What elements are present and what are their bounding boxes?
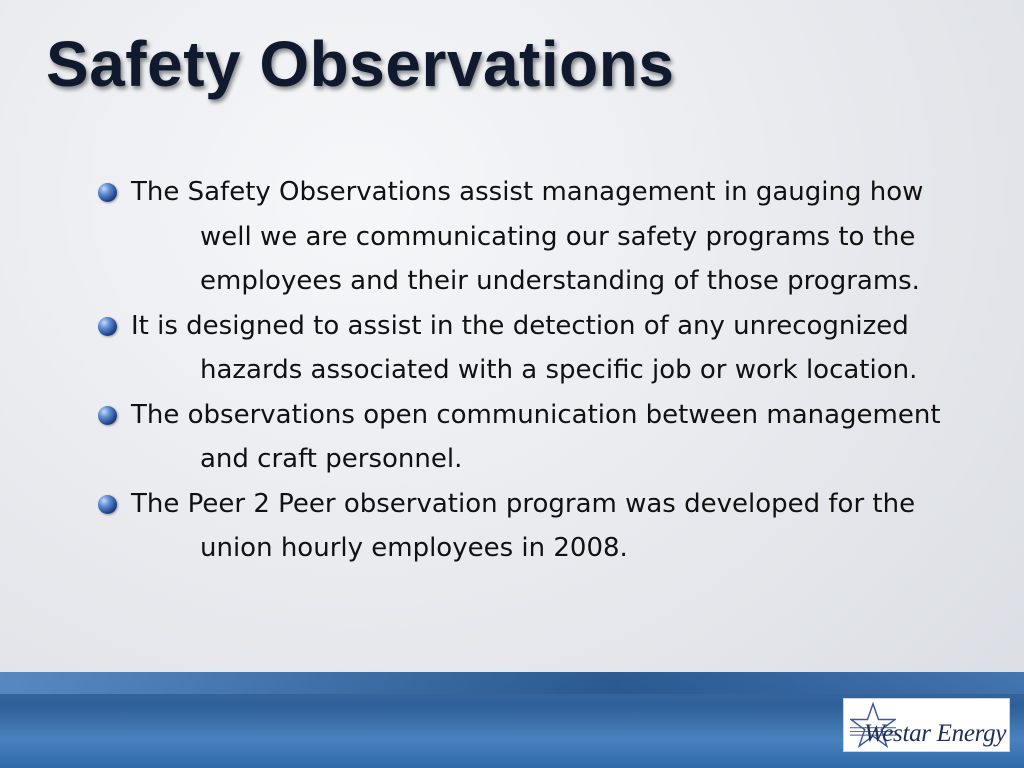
bullet-icon: [98, 406, 117, 425]
bullet-item: [98, 170, 958, 304]
bullet-text: It is designed to assist in the detection of any unrecognized hazards associated with a specific job or work location.: [131, 310, 918, 385]
bullet-list: [98, 170, 958, 571]
footer-highlight: [0, 672, 1024, 694]
bullet-item: [98, 304, 958, 393]
bullet-icon: [98, 317, 117, 336]
company-logo: [843, 698, 1010, 752]
logo-text: Westar Energy: [864, 720, 1007, 747]
bullet-icon: [98, 495, 117, 514]
bullet-text: The Safety Observations assist management in gauging how well we are communicating our safety programs to the employees and their understanding of those programs.: [131, 177, 924, 296]
bullet-item: [98, 393, 958, 482]
bullet-text: The observations open communication between management and craft personnel.: [131, 399, 941, 474]
slide-title: Safety Observations: [46, 28, 675, 100]
bullet-text: The Peer 2 Peer observation program was developed for the union hourly employees in 2008.: [131, 488, 916, 563]
bullet-item: [98, 482, 958, 571]
bullet-icon: [98, 183, 117, 202]
